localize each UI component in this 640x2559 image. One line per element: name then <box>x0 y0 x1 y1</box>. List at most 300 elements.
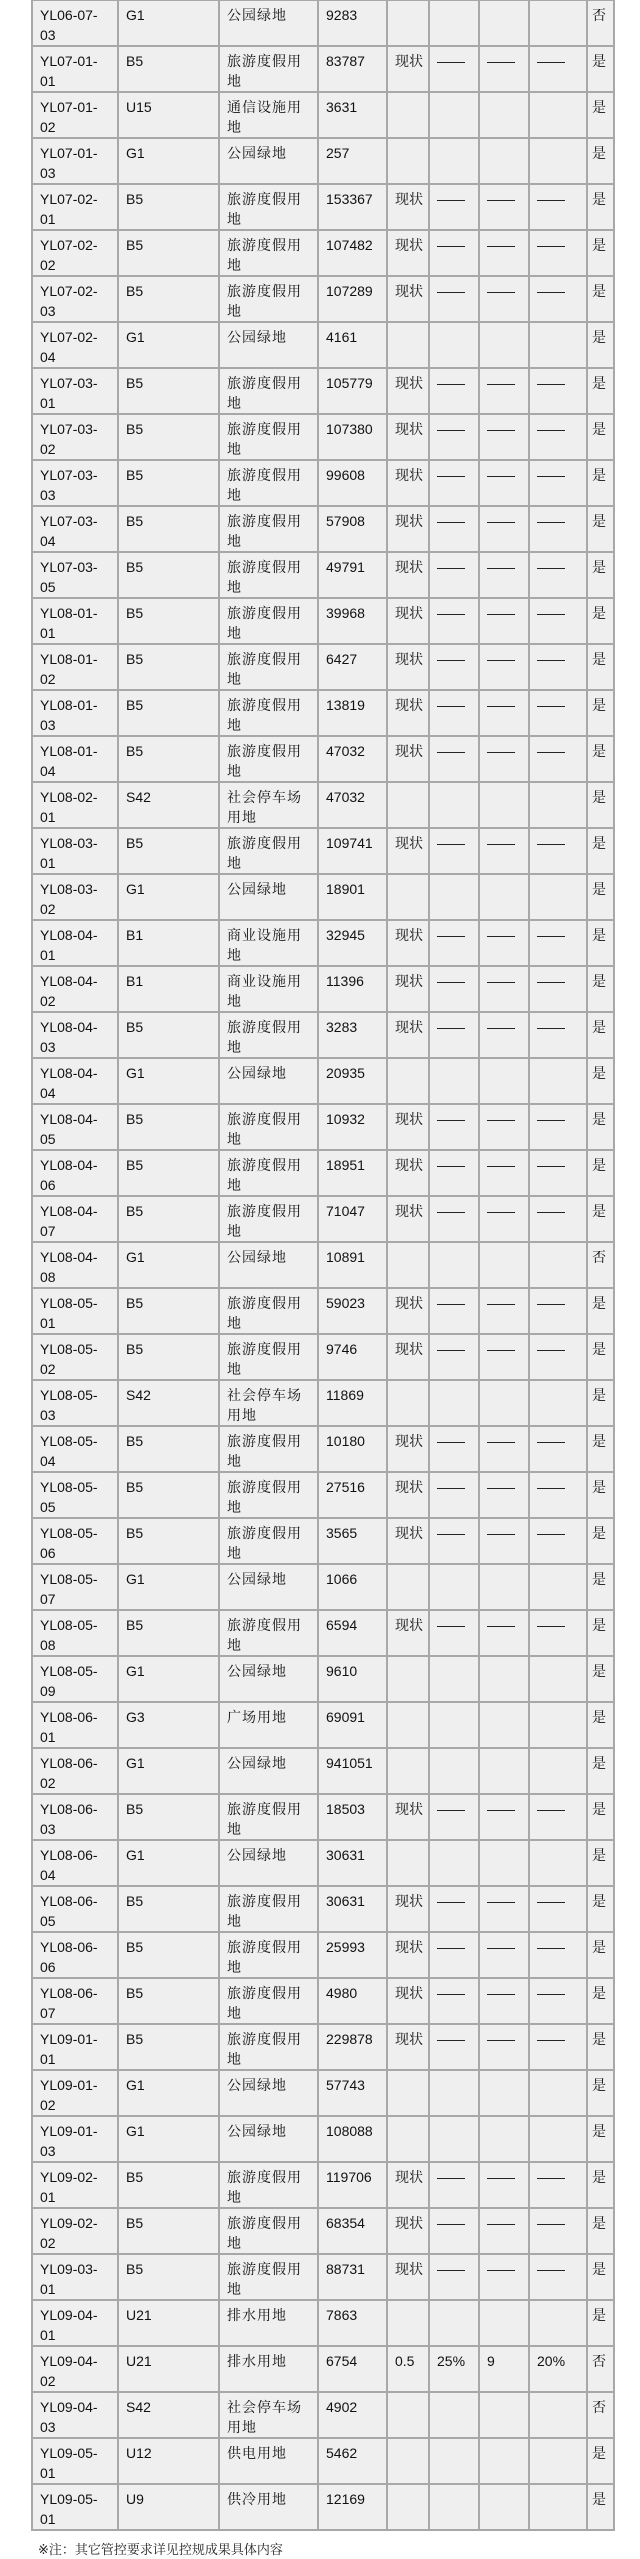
status-or-far-cell: 现状 <box>387 920 429 966</box>
control-3-cell <box>529 0 587 46</box>
land-use-name-cell: 公园绿地 <box>219 1656 318 1702</box>
land-type-code-cell: B5 <box>118 1012 219 1058</box>
land-type-code-cell: B5 <box>118 1932 219 1978</box>
control-1-cell <box>429 2070 479 2116</box>
control-2-cell: —— <box>479 2254 529 2300</box>
area-cell: 27516 <box>318 1472 387 1518</box>
status-or-far-cell <box>387 138 429 184</box>
control-2-cell: —— <box>479 1012 529 1058</box>
land-type-code-cell: B1 <box>118 920 219 966</box>
control-2-cell: —— <box>479 46 529 92</box>
land-type-code-cell: B5 <box>118 736 219 782</box>
parcel-code-cell: YL08-01-01 <box>32 598 118 644</box>
control-2-cell: —— <box>479 966 529 1012</box>
control-1-cell <box>429 0 479 46</box>
control-3-cell: —— <box>529 506 587 552</box>
compliance-cell: 是 <box>587 322 614 368</box>
table-row <box>32 874 614 920</box>
table-row <box>32 1150 614 1196</box>
control-3-cell: —— <box>529 1886 587 1932</box>
table-row <box>32 0 614 46</box>
control-1-cell: —— <box>429 1610 479 1656</box>
parcel-code-cell: YL08-01-02 <box>32 644 118 690</box>
control-1-cell: —— <box>429 2024 479 2070</box>
compliance-cell: 是 <box>587 1794 614 1840</box>
control-1-cell: —— <box>429 1518 479 1564</box>
table-row <box>32 1518 614 1564</box>
control-2-cell <box>479 1242 529 1288</box>
land-use-name-cell: 旅游度假用地 <box>219 1794 318 1840</box>
table-row <box>32 2392 614 2438</box>
control-1-cell: 25% <box>429 2346 479 2392</box>
control-2-cell: —— <box>479 552 529 598</box>
land-type-code-cell: G1 <box>118 322 219 368</box>
compliance-cell: 是 <box>587 552 614 598</box>
land-type-code-cell: B5 <box>118 1288 219 1334</box>
compliance-cell: 是 <box>587 920 614 966</box>
control-2-cell: —— <box>479 1472 529 1518</box>
area-cell: 109741 <box>318 828 387 874</box>
control-3-cell: —— <box>529 1288 587 1334</box>
parcel-code-cell: YL09-02-01 <box>32 2162 118 2208</box>
parcel-code-cell: YL08-03-01 <box>32 828 118 874</box>
compliance-cell: 是 <box>587 414 614 460</box>
land-use-name-cell: 公园绿地 <box>219 0 318 46</box>
compliance-cell: 是 <box>587 1150 614 1196</box>
control-3-cell: —— <box>529 460 587 506</box>
land-use-name-cell: 旅游度假用地 <box>219 1472 318 1518</box>
control-2-cell: —— <box>479 1794 529 1840</box>
status-or-far-cell: 现状 <box>387 230 429 276</box>
status-or-far-cell: 现状 <box>387 828 429 874</box>
table-row <box>32 1564 614 1610</box>
status-or-far-cell <box>387 874 429 920</box>
land-type-code-cell: G1 <box>118 0 219 46</box>
control-2-cell: —— <box>479 414 529 460</box>
control-3-cell <box>529 2070 587 2116</box>
control-2-cell: —— <box>479 1334 529 1380</box>
control-2-cell: —— <box>479 1932 529 1978</box>
control-3-cell <box>529 2392 587 2438</box>
land-type-code-cell: B5 <box>118 1196 219 1242</box>
parcel-code-cell: YL09-04-01 <box>32 2300 118 2346</box>
table-row <box>32 1610 614 1656</box>
land-use-name-cell: 公园绿地 <box>219 1564 318 1610</box>
land-use-name-cell: 公园绿地 <box>219 1242 318 1288</box>
area-cell: 9610 <box>318 1656 387 1702</box>
table-row <box>32 966 614 1012</box>
area-cell: 1066 <box>318 1564 387 1610</box>
parcel-code-cell: YL09-02-02 <box>32 2208 118 2254</box>
control-2-cell: —— <box>479 1978 529 2024</box>
status-or-far-cell: 现状 <box>387 1196 429 1242</box>
table-row <box>32 2070 614 2116</box>
compliance-cell: 是 <box>587 1058 614 1104</box>
land-type-code-cell: B5 <box>118 1426 219 1472</box>
land-use-name-cell: 旅游度假用地 <box>219 1196 318 1242</box>
table-row <box>32 1840 614 1886</box>
table-row <box>32 1380 614 1426</box>
land-type-code-cell: B5 <box>118 414 219 460</box>
status-or-far-cell: 现状 <box>387 966 429 1012</box>
control-2-cell <box>479 92 529 138</box>
land-use-name-cell: 旅游度假用地 <box>219 2024 318 2070</box>
control-2-cell: —— <box>479 1426 529 1472</box>
table-row <box>32 1012 614 1058</box>
compliance-cell: 是 <box>587 1610 614 1656</box>
parcel-code-cell: YL07-02-01 <box>32 184 118 230</box>
land-type-code-cell: G1 <box>118 138 219 184</box>
land-type-code-cell: G1 <box>118 1242 219 1288</box>
control-3-cell: —— <box>529 230 587 276</box>
parcel-code-cell: YL08-04-08 <box>32 1242 118 1288</box>
control-3-cell: —— <box>529 644 587 690</box>
control-1-cell <box>429 2484 479 2530</box>
land-type-code-cell: B5 <box>118 1794 219 1840</box>
parcel-code-cell: YL08-04-04 <box>32 1058 118 1104</box>
table-row <box>32 1886 614 1932</box>
compliance-cell: 是 <box>587 2162 614 2208</box>
control-1-cell: —— <box>429 552 479 598</box>
control-2-cell <box>479 1656 529 1702</box>
area-cell: 153367 <box>318 184 387 230</box>
status-or-far-cell: 现状 <box>387 1288 429 1334</box>
control-3-cell: —— <box>529 1104 587 1150</box>
parcel-code-cell: YL07-03-01 <box>32 368 118 414</box>
control-1-cell <box>429 1380 479 1426</box>
compliance-cell: 是 <box>587 1012 614 1058</box>
control-2-cell: —— <box>479 1886 529 1932</box>
parcel-code-cell: YL09-05-01 <box>32 2438 118 2484</box>
control-3-cell: —— <box>529 1472 587 1518</box>
status-or-far-cell: 现状 <box>387 1472 429 1518</box>
table-row <box>32 2300 614 2346</box>
compliance-cell: 是 <box>587 1472 614 1518</box>
control-3-cell <box>529 138 587 184</box>
land-use-name-cell: 商业设施用地 <box>219 920 318 966</box>
land-use-name-cell: 商业设施用地 <box>219 966 318 1012</box>
land-type-code-cell: B5 <box>118 552 219 598</box>
status-or-far-cell: 现状 <box>387 506 429 552</box>
control-1-cell: —— <box>429 506 479 552</box>
compliance-cell: 是 <box>587 644 614 690</box>
parcel-code-cell: YL07-03-02 <box>32 414 118 460</box>
control-2-cell <box>479 2392 529 2438</box>
land-type-code-cell: B5 <box>118 2162 219 2208</box>
control-1-cell <box>429 1702 479 1748</box>
land-type-code-cell: G1 <box>118 1564 219 1610</box>
status-or-far-cell: 现状 <box>387 1426 429 1472</box>
area-cell: 39968 <box>318 598 387 644</box>
area-cell: 49791 <box>318 552 387 598</box>
area-cell: 47032 <box>318 736 387 782</box>
area-cell: 18951 <box>318 1150 387 1196</box>
control-2-cell: —— <box>479 1518 529 1564</box>
table-row <box>32 1196 614 1242</box>
parcel-code-cell: YL09-01-02 <box>32 2070 118 2116</box>
control-1-cell: —— <box>429 460 479 506</box>
control-1-cell <box>429 138 479 184</box>
compliance-cell: 是 <box>587 1840 614 1886</box>
area-cell: 47032 <box>318 782 387 828</box>
area-cell: 18901 <box>318 874 387 920</box>
land-use-name-cell: 社会停车场用地 <box>219 782 318 828</box>
compliance-cell: 是 <box>587 506 614 552</box>
control-3-cell <box>529 782 587 828</box>
parcel-code-cell: YL08-02-01 <box>32 782 118 828</box>
compliance-cell: 是 <box>587 874 614 920</box>
status-or-far-cell: 现状 <box>387 2162 429 2208</box>
status-or-far-cell: 现状 <box>387 2024 429 2070</box>
area-cell: 68354 <box>318 2208 387 2254</box>
land-type-code-cell: B5 <box>118 1610 219 1656</box>
area-cell: 4161 <box>318 322 387 368</box>
parcel-code-cell: YL07-03-05 <box>32 552 118 598</box>
area-cell: 3283 <box>318 1012 387 1058</box>
control-3-cell <box>529 2300 587 2346</box>
control-1-cell: —— <box>429 828 479 874</box>
area-cell: 108088 <box>318 2116 387 2162</box>
control-3-cell <box>529 1058 587 1104</box>
land-use-name-cell: 旅游度假用地 <box>219 598 318 644</box>
control-2-cell: —— <box>479 736 529 782</box>
control-3-cell: —— <box>529 276 587 322</box>
control-3-cell: —— <box>529 368 587 414</box>
area-cell: 229878 <box>318 2024 387 2070</box>
control-3-cell: —— <box>529 828 587 874</box>
status-or-far-cell: 现状 <box>387 1012 429 1058</box>
compliance-cell: 是 <box>587 1380 614 1426</box>
land-type-code-cell: B5 <box>118 506 219 552</box>
compliance-cell: 是 <box>587 1288 614 1334</box>
compliance-cell: 是 <box>587 2116 614 2162</box>
compliance-cell: 是 <box>587 184 614 230</box>
area-cell: 18503 <box>318 1794 387 1840</box>
table-row <box>32 1932 614 1978</box>
land-use-name-cell: 旅游度假用地 <box>219 736 318 782</box>
land-use-name-cell: 排水用地 <box>219 2346 318 2392</box>
control-2-cell <box>479 1380 529 1426</box>
land-type-code-cell: G1 <box>118 1656 219 1702</box>
table-row <box>32 230 614 276</box>
parcel-code-cell: YL08-04-07 <box>32 1196 118 1242</box>
land-use-name-cell: 旅游度假用地 <box>219 552 318 598</box>
control-2-cell: —— <box>479 828 529 874</box>
land-type-code-cell: B1 <box>118 966 219 1012</box>
parcel-code-cell: YL08-05-09 <box>32 1656 118 1702</box>
compliance-cell: 是 <box>587 276 614 322</box>
table-row <box>32 2346 614 2392</box>
table-row <box>32 92 614 138</box>
land-use-name-cell: 旅游度假用地 <box>219 230 318 276</box>
land-use-name-cell: 旅游度假用地 <box>219 368 318 414</box>
status-or-far-cell <box>387 1564 429 1610</box>
area-cell: 99608 <box>318 460 387 506</box>
status-or-far-cell <box>387 782 429 828</box>
area-cell: 83787 <box>318 46 387 92</box>
parcel-code-cell: YL09-04-03 <box>32 2392 118 2438</box>
control-3-cell: —— <box>529 1794 587 1840</box>
land-type-code-cell: B5 <box>118 1150 219 1196</box>
control-1-cell: —— <box>429 276 479 322</box>
control-1-cell <box>429 1656 479 1702</box>
control-1-cell <box>429 874 479 920</box>
table-row <box>32 1242 614 1288</box>
area-cell: 30631 <box>318 1840 387 1886</box>
control-2-cell <box>479 0 529 46</box>
table-row <box>32 1656 614 1702</box>
status-or-far-cell <box>387 1380 429 1426</box>
parcel-code-cell: YL08-04-06 <box>32 1150 118 1196</box>
compliance-cell: 是 <box>587 2438 614 2484</box>
land-use-name-cell: 公园绿地 <box>219 1840 318 1886</box>
control-1-cell: —— <box>429 1472 479 1518</box>
control-1-cell: —— <box>429 1104 479 1150</box>
area-cell: 71047 <box>318 1196 387 1242</box>
land-type-code-cell: U21 <box>118 2300 219 2346</box>
parcel-code-cell: YL08-03-02 <box>32 874 118 920</box>
control-2-cell: —— <box>479 1196 529 1242</box>
land-use-name-cell: 旅游度假用地 <box>219 690 318 736</box>
parcel-code-cell: YL09-01-01 <box>32 2024 118 2070</box>
land-type-code-cell: G1 <box>118 1840 219 1886</box>
control-3-cell: —— <box>529 1334 587 1380</box>
control-2-cell <box>479 138 529 184</box>
compliance-cell: 是 <box>587 1748 614 1794</box>
table-wrapper <box>31 0 613 2559</box>
land-use-name-cell: 社会停车场用地 <box>219 1380 318 1426</box>
control-3-cell: —— <box>529 1426 587 1472</box>
table-row <box>32 1794 614 1840</box>
compliance-cell: 是 <box>587 2070 614 2116</box>
land-type-code-cell: G1 <box>118 2070 219 2116</box>
land-use-name-cell: 旅游度假用地 <box>219 46 318 92</box>
parcel-code-cell: YL08-06-03 <box>32 1794 118 1840</box>
area-cell: 57908 <box>318 506 387 552</box>
land-use-name-cell: 旅游度假用地 <box>219 2162 318 2208</box>
control-2-cell: —— <box>479 368 529 414</box>
status-or-far-cell: 现状 <box>387 1518 429 1564</box>
compliance-cell: 是 <box>587 1334 614 1380</box>
control-3-cell: —— <box>529 184 587 230</box>
compliance-cell: 是 <box>587 1564 614 1610</box>
status-or-far-cell: 现状 <box>387 644 429 690</box>
compliance-cell: 是 <box>587 2254 614 2300</box>
table-row <box>32 1702 614 1748</box>
land-type-code-cell: S42 <box>118 1380 219 1426</box>
parcel-code-cell: YL08-04-01 <box>32 920 118 966</box>
land-use-name-cell: 公园绿地 <box>219 322 318 368</box>
control-3-cell <box>529 2484 587 2530</box>
land-type-code-cell: U12 <box>118 2438 219 2484</box>
control-1-cell: —— <box>429 184 479 230</box>
control-2-cell: —— <box>479 644 529 690</box>
compliance-cell: 是 <box>587 2024 614 2070</box>
parcel-code-cell: YL08-04-05 <box>32 1104 118 1150</box>
control-3-cell: —— <box>529 690 587 736</box>
land-use-name-cell: 旅游度假用地 <box>219 1288 318 1334</box>
control-3-cell: —— <box>529 2024 587 2070</box>
land-type-code-cell: B5 <box>118 230 219 276</box>
control-1-cell <box>429 322 479 368</box>
control-3-cell: —— <box>529 1518 587 1564</box>
control-1-cell: —— <box>429 690 479 736</box>
parcel-code-cell: YL08-05-07 <box>32 1564 118 1610</box>
parcel-code-cell: YL08-05-06 <box>32 1518 118 1564</box>
compliance-cell: 是 <box>587 1656 614 1702</box>
land-type-code-cell: U21 <box>118 2346 219 2392</box>
area-cell: 9746 <box>318 1334 387 1380</box>
control-1-cell: —— <box>429 1886 479 1932</box>
area-cell: 25993 <box>318 1932 387 1978</box>
control-3-cell: —— <box>529 1978 587 2024</box>
status-or-far-cell: 现状 <box>387 184 429 230</box>
status-or-far-cell: 现状 <box>387 2254 429 2300</box>
control-1-cell <box>429 1242 479 1288</box>
status-or-far-cell: 现状 <box>387 1886 429 1932</box>
land-use-name-cell: 旅游度假用地 <box>219 2208 318 2254</box>
area-cell: 59023 <box>318 1288 387 1334</box>
land-type-code-cell: S42 <box>118 782 219 828</box>
land-use-control-table <box>31 0 615 2531</box>
table-row <box>32 1288 614 1334</box>
control-3-cell <box>529 1656 587 1702</box>
status-or-far-cell: 现状 <box>387 1334 429 1380</box>
control-1-cell <box>429 1564 479 1610</box>
area-cell: 119706 <box>318 2162 387 2208</box>
control-3-cell <box>529 874 587 920</box>
status-or-far-cell <box>387 322 429 368</box>
status-or-far-cell: 现状 <box>387 1104 429 1150</box>
area-cell: 10932 <box>318 1104 387 1150</box>
compliance-cell: 是 <box>587 2300 614 2346</box>
land-use-name-cell: 旅游度假用地 <box>219 1518 318 1564</box>
land-type-code-cell: B5 <box>118 368 219 414</box>
area-cell: 30631 <box>318 1886 387 1932</box>
land-type-code-cell: U15 <box>118 92 219 138</box>
land-type-code-cell: S42 <box>118 2392 219 2438</box>
table-row <box>32 1334 614 1380</box>
parcel-code-cell: YL08-01-03 <box>32 690 118 736</box>
parcel-code-cell: YL08-04-02 <box>32 966 118 1012</box>
land-use-name-cell: 旅游度假用地 <box>219 2254 318 2300</box>
land-use-name-cell: 公园绿地 <box>219 2116 318 2162</box>
area-cell: 12169 <box>318 2484 387 2530</box>
control-1-cell <box>429 1748 479 1794</box>
compliance-cell: 否 <box>587 0 614 46</box>
control-3-cell <box>529 2116 587 2162</box>
land-use-name-cell: 公园绿地 <box>219 2070 318 2116</box>
land-use-name-cell: 旅游度假用地 <box>219 1610 318 1656</box>
parcel-code-cell: YL08-05-01 <box>32 1288 118 1334</box>
control-1-cell: —— <box>429 1426 479 1472</box>
control-2-cell <box>479 2070 529 2116</box>
parcel-code-cell: YL07-01-03 <box>32 138 118 184</box>
control-1-cell <box>429 1058 479 1104</box>
table-row <box>32 1104 614 1150</box>
area-cell: 9283 <box>318 0 387 46</box>
land-use-name-cell: 旅游度假用地 <box>219 184 318 230</box>
status-or-far-cell: 现状 <box>387 1610 429 1656</box>
control-2-cell <box>479 322 529 368</box>
control-2-cell <box>479 2116 529 2162</box>
control-2-cell: —— <box>479 1610 529 1656</box>
status-or-far-cell: 现状 <box>387 414 429 460</box>
area-cell: 4980 <box>318 1978 387 2024</box>
control-1-cell: —— <box>429 1196 479 1242</box>
table-row <box>32 1058 614 1104</box>
compliance-cell: 否 <box>587 1242 614 1288</box>
